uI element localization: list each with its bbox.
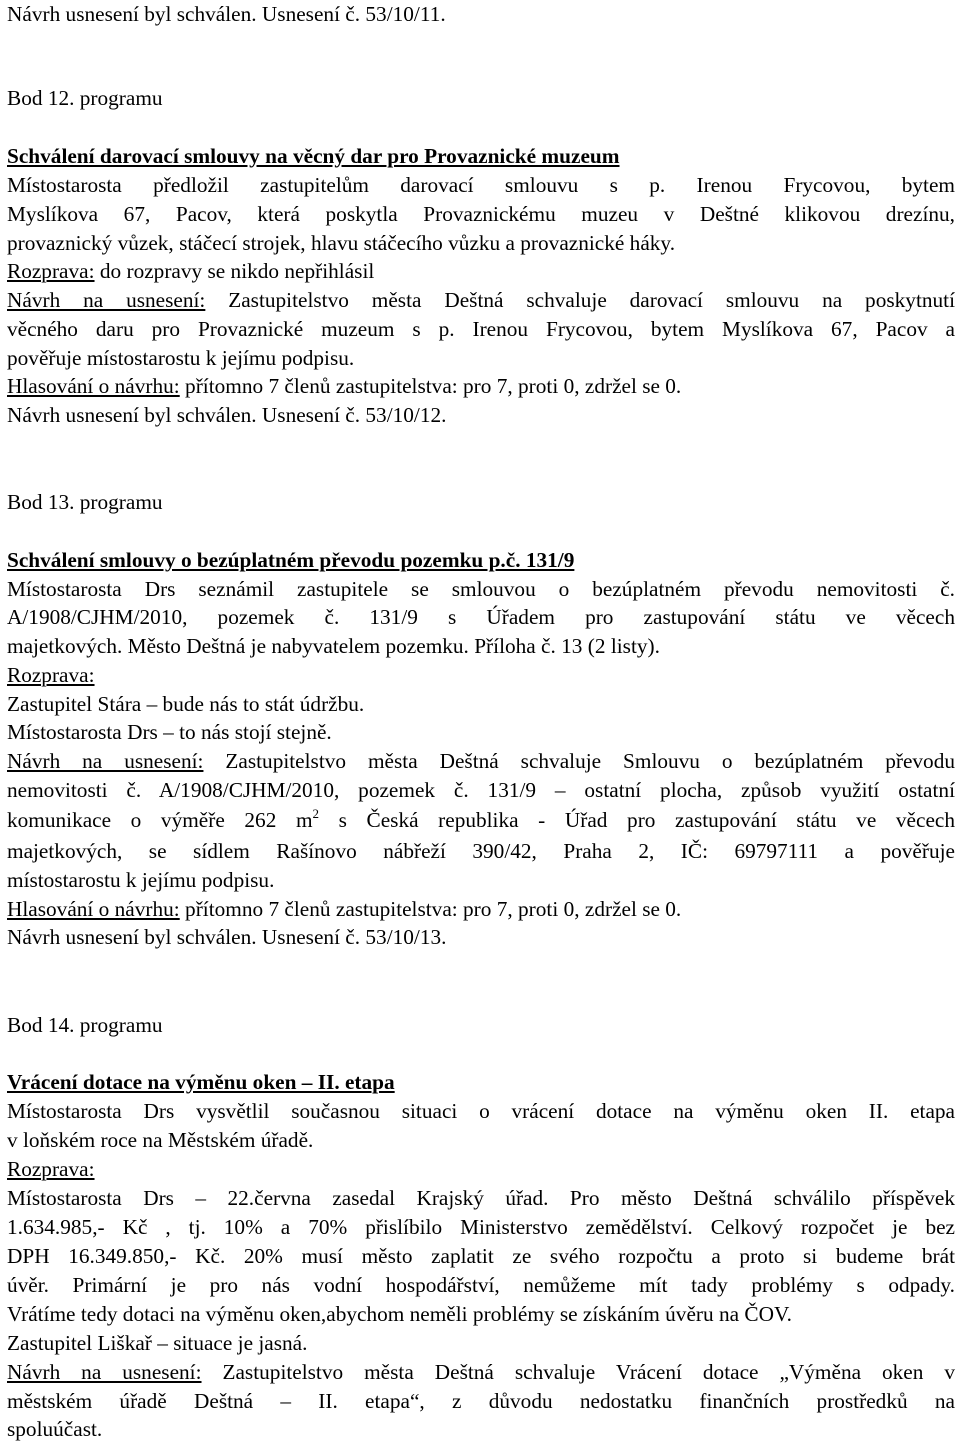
agenda-item-14-title: Vrácení dotace na výměnu oken – II. etapa [7, 1070, 395, 1094]
agenda-item-13-intro-line: majetkových. Město Deštná je nabyvatelem pozemku. Příloha č. 13 (2 listy). [7, 634, 660, 658]
superscript: 2 [312, 806, 320, 821]
agenda-item-12-title: Schválení darovací smlouvy na věcný dar pro Provaznické muzeum [7, 144, 620, 168]
resolution-result-11: Návrh usnesení byl schválen. Usnesení č. 53/10/11. [7, 2, 446, 26]
resolution-result-13: Návrh usnesení byl schválen. Usnesení č. 53/10/13. [7, 925, 447, 949]
debate-line: Zastupitel Liškař – situace je jasná. [7, 1331, 308, 1355]
resolution-proposal-text: Zastupitelstvo města Deštná schvaluje Vrácení dotace „Výměna oken v [201, 1360, 956, 1384]
vote-label: Hlasování o návrhu: [7, 374, 180, 398]
agenda-item-12-intro-line: Místostarosta předložil zastupitelům darovací smlouvu s p. Irenou Frycovou, bytem [7, 173, 955, 197]
resolution-proposal-line: městském úřadě Deštná – II. etapa“, z důvodu nedostatku finančních prostředků na [7, 1389, 955, 1413]
resolution-proposal-line [7, 806, 955, 835]
resolution-proposal-line [7, 286, 955, 315]
agenda-item-12-intro-line: Myslíkova 67, Pacov, která poskytla Provaznickému muzeu v Deštné klikovou drezínu, [7, 202, 955, 226]
resolution-proposal-line: majetkových, se sídlem Rašínovo nábřeží 390/42, Praha 2, IČ: 69797111 a pověřuje [7, 839, 955, 863]
agenda-item-13-title: Schválení smlouvy o bezúplatném převodu pozemku p.č. 131/9 [7, 548, 575, 572]
resolution-proposal-text: Zastupitelstvo města Deštná schvaluje darovací smlouvu na poskytnutí [205, 288, 955, 312]
debate-label: Rozprava: [7, 663, 95, 687]
vote-line [7, 372, 681, 401]
vote-text: přítomno 7 členů zastupitelstva: pro 7, proti 0, zdržel se 0. [179, 897, 682, 921]
agenda-item-12-intro-line: provaznický vůzek, stáčecí strojek, hlavu stáčecího vůzku a provaznické háky. [7, 231, 676, 255]
debate-label: Rozprava: [7, 1157, 95, 1181]
debate-line: Místostarosta Drs – to nás stojí stejně. [7, 720, 332, 744]
resolution-proposal-line: místostarostu k jejímu podpisu. [7, 868, 275, 892]
resolution-proposal-label: Návrh na usnesení: [7, 1360, 202, 1384]
debate-line: Místostarosta Drs – 22.června zasedal Krajský úřad. Pro město Deštná schválilo příspěvek [7, 1186, 955, 1210]
resolution-proposal-text: Zastupitelstvo města Deštná schvaluje Smlouvu o bezúplatném převodu [203, 749, 955, 773]
resolution-proposal-line: spoluúčast. [7, 1417, 103, 1441]
agenda-item-13-intro-line: A/1908/CJHM/2010, pozemek č. 131/9 s Úřadem pro zastupování státu ve věcech [7, 605, 955, 629]
resolution-proposal-line: pověřuje místostarostu k jejímu podpisu. [7, 346, 355, 370]
agenda-item-12-heading: Bod 12. programu [7, 86, 163, 110]
agenda-item-13-heading: Bod 13. programu [7, 490, 163, 514]
vote-text: přítomno 7 členů zastupitelstva: pro 7, proti 0, zdržel se 0. [179, 374, 682, 398]
vote-label: Hlasování o návrhu: [7, 897, 180, 921]
resolution-proposal-label: Návrh na usnesení: [7, 288, 206, 312]
agenda-item-14-intro-line: v loňském roce na Městském úřadě. [7, 1128, 314, 1152]
debate-line [7, 257, 374, 286]
resolution-proposal-label: Návrh na usnesení: [7, 749, 204, 773]
debate-line: úvěr. Primární je pro nás vodní hospodářství, nemůžeme mít tady problémy s odpady. [7, 1273, 955, 1297]
resolution-proposal-line: věcného daru pro Provaznické muzeum s p. Irenou Frycovou, bytem Myslíkova 67, Pacov a [7, 317, 955, 341]
agenda-item-13-intro-line: Místostarosta Drs seznámil zastupitele se smlouvou o bezúplatném převodu nemovitosti č. [7, 577, 955, 601]
resolution-proposal-line [7, 1358, 955, 1387]
debate-label: Rozprava: [7, 259, 95, 283]
resolution-result-12: Návrh usnesení byl schválen. Usnesení č. 53/10/12. [7, 403, 447, 427]
agenda-item-14-heading: Bod 14. programu [7, 1013, 163, 1037]
debate-line: Vrátíme tedy dotaci na výměnu oken,abychom neměli problémy se získáním úvěru na ČOV. [7, 1302, 792, 1326]
resolution-proposal-line [7, 747, 955, 776]
resolution-proposal-line: nemovitosti č. A/1908/CJHM/2010, pozemek č. 131/9 – ostatní plocha, způsob využití ostatní [7, 778, 955, 802]
debate-line: Zastupitel Stára – bude nás to stát údržbu. [7, 692, 365, 716]
resolution-proposal-text: s Česká republika - Úřad pro zastupování státu ve věcech [319, 808, 955, 832]
resolution-proposal-text: komunikace o výměře 262 m [7, 808, 313, 832]
vote-line [7, 895, 681, 924]
agenda-item-14-intro-line: Místostarosta Drs vysvětlil současnou situaci o vrácení dotace na výměnu oken II. etapa [7, 1099, 955, 1123]
debate-line: 1.634.985,- Kč , tj. 10% a 70% přislíbilo Ministerstvo zemědělství. Celkový rozpočet je bez [7, 1215, 955, 1239]
debate-line: DPH 16.349.850,- Kč. 20% musí město zaplatit ze svého rozpočtu a proto si budeme brát [7, 1244, 955, 1268]
debate-text: do rozpravy se nikdo nepřihlásil [94, 259, 375, 283]
